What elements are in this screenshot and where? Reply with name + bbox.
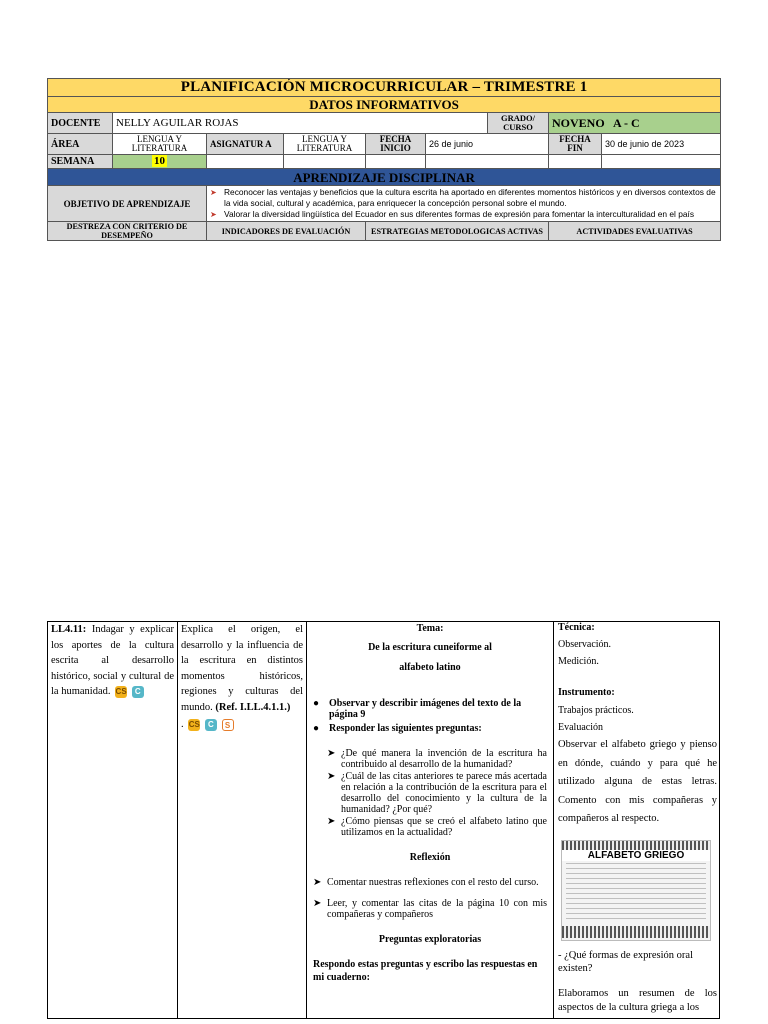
docente-value: NELLY AGUILAR ROJAS xyxy=(113,113,488,134)
indicador-cell xyxy=(178,622,307,1018)
arrow-icon: ➤ xyxy=(313,877,322,888)
oral-question: - ¿Qué formas de expresión oral existen? xyxy=(558,950,693,974)
tema-label: Tema: xyxy=(416,623,444,634)
cs-badge-icon: CS xyxy=(115,686,127,696)
tecnica-item: Medición. xyxy=(558,656,599,667)
cs-badge-icon: CS xyxy=(188,719,200,729)
question-item: ➤ ¿Cuál de las citas anteriores te parece más acertada en relación a la contribución de la escritura para el desarrollo del conocimiento y la cultura de la humanidad? ¿Por qué? xyxy=(327,771,547,815)
destreza-text: Indagar y explicar los aportes de la cultura escrita al desarrollo histórico, social y cultural de la humanidad. xyxy=(51,624,174,697)
actividades-cell xyxy=(554,622,721,1018)
fecha-fin-label: FECHA FIN xyxy=(549,134,602,155)
objetivo-item: ➤ Reconocer las ventajas y beneficios que la cultura escrita ha aportado en diferentes momentos históricos y en diversos contextos de la vida social, cultural y académica, para enriquecer la concepción personal sobre el mundo. xyxy=(210,187,716,208)
arrow-bullet-icon: ➤ xyxy=(210,210,217,219)
docente-label: DOCENTE xyxy=(48,113,113,134)
indicador-suffix: . xyxy=(181,719,184,730)
col-header-destreza: DESTREZA CON CRITERIO DE DESEMPEÑO xyxy=(48,222,207,241)
col-header-estrategias: ESTRATEGIAS METODOLOGICAS ACTIVAS xyxy=(366,222,549,241)
c-badge-icon: C xyxy=(132,686,144,698)
question-item: ➤ ¿Cómo piensas que se creó el alfabeto latino que utilizamos en la actualidad? xyxy=(327,816,547,838)
s-badge-icon: S xyxy=(222,719,234,731)
greek-border-bottom xyxy=(562,926,710,938)
indicador-text: Explica el origen, el desarrollo y la influencia de la escritura en distintos momentos históricos, regiones y culturas del mundo. xyxy=(181,624,303,713)
greek-border-top xyxy=(562,841,710,850)
fecha-inicio-value: 26 de junio xyxy=(426,134,549,155)
semana-label: SEMANA xyxy=(48,155,113,169)
grado-value: NOVENO A - C xyxy=(549,113,721,134)
semana-cell xyxy=(113,155,207,169)
area-label: ÁREA xyxy=(48,134,113,155)
asignatura-label: ASIGNATUR A xyxy=(207,134,284,155)
content-table xyxy=(47,621,720,1019)
greek-alphabet-image xyxy=(561,840,711,941)
destreza-cell xyxy=(48,622,178,1018)
observar-text: Observar el alfabeto griego y pienso en dónde, cuándo y para qué he utilizado alguna de estas letras. Comento con mis compañeras y compañeros al respecto. xyxy=(558,739,717,824)
instrumento-label: Instrumento: xyxy=(558,687,615,698)
objetivo-item: ➤ Valorar la diversidad lingüística del Ecuador en sus diferentes formas de expresión para fomentar la interculturalidad en el país xyxy=(210,209,695,219)
exploratorias-label: Preguntas exploratorias xyxy=(378,934,482,945)
arrow-icon: ➤ xyxy=(327,816,336,827)
tecnica-item: Observación. xyxy=(558,639,612,650)
reflexion-label: Reflexión xyxy=(409,852,451,863)
resumen-text: Elaboramos un resumen de los aspectos de la cultura griega a los xyxy=(558,988,717,1013)
arrow-icon: ➤ xyxy=(313,898,322,909)
reflexion-item: ➤ Comentar nuestras reflexiones con el resto del curso. xyxy=(313,877,539,888)
area-value: LENGUA Y LITERATURA xyxy=(113,134,207,155)
greek-alphabet-title: ALFABETO GRIEGO xyxy=(562,850,710,861)
arrow-icon: ➤ xyxy=(327,748,336,759)
objetivo-label: OBJETIVO DE APRENDIZAJE xyxy=(48,186,207,222)
instrumento-item: Evaluación xyxy=(558,722,603,733)
col-header-indicadores: INDICADORES DE EVALUACIÓN xyxy=(207,222,366,241)
fecha-fin-value: 30 de junio de 2023 xyxy=(602,134,721,155)
fecha-inicio-label: FECHA INICIO xyxy=(366,134,426,155)
arrow-bullet-icon: ➤ xyxy=(210,188,217,197)
page-title: PLANIFICACIÓN MICROCURRICULAR – TRIMESTRE 1 xyxy=(48,79,721,97)
objetivos-list xyxy=(207,186,721,222)
tecnica-label: Técnica: xyxy=(558,622,595,633)
grado-label: GRADO/ CURSO xyxy=(488,113,549,134)
arrow-icon: ➤ xyxy=(327,771,336,782)
respondo-text: Respondo estas preguntas y escribo las respuestas en mi cuaderno: xyxy=(313,959,538,983)
asignatura-value: LENGUA Y LITERATURA xyxy=(284,134,366,155)
question-item: ➤ ¿De qué manera la invención de la escritura ha contribuido al desarrollo de la humanidad? xyxy=(327,748,547,770)
bullet-icon: ● xyxy=(313,698,320,709)
section-title-aprendizaje: APRENDIZAJE DISCIPLINAR xyxy=(48,169,721,186)
c-badge-icon: C xyxy=(205,719,217,731)
list-item: ● Observar y describir imágenes del texto de la página 9 xyxy=(313,698,522,720)
destreza-code: LL4.11: xyxy=(51,624,87,635)
col-header-actividades: ACTIVIDADES EVALUATIVAS xyxy=(549,222,721,241)
list-item: ● Responder las siguientes preguntas: xyxy=(313,723,482,734)
indicador-ref: (Ref. I.LL.4.1.1.) xyxy=(215,701,291,713)
semana-value: 10 xyxy=(154,155,165,167)
header-table xyxy=(47,78,721,241)
tema-title: De la escritura cuneiforme al alfabeto latino xyxy=(368,642,492,673)
section-title-datos: DATOS INFORMATIVOS xyxy=(48,97,721,113)
estrategias-cell xyxy=(307,622,554,1018)
bullet-icon: ● xyxy=(313,723,320,734)
instrumento-item: Trabajos prácticos. xyxy=(558,705,634,716)
reflexion-item: ➤ Leer, y comentar las citas de la página 10 con mis compañeras y compañeros xyxy=(313,898,547,920)
greek-alphabet-table xyxy=(566,863,706,921)
